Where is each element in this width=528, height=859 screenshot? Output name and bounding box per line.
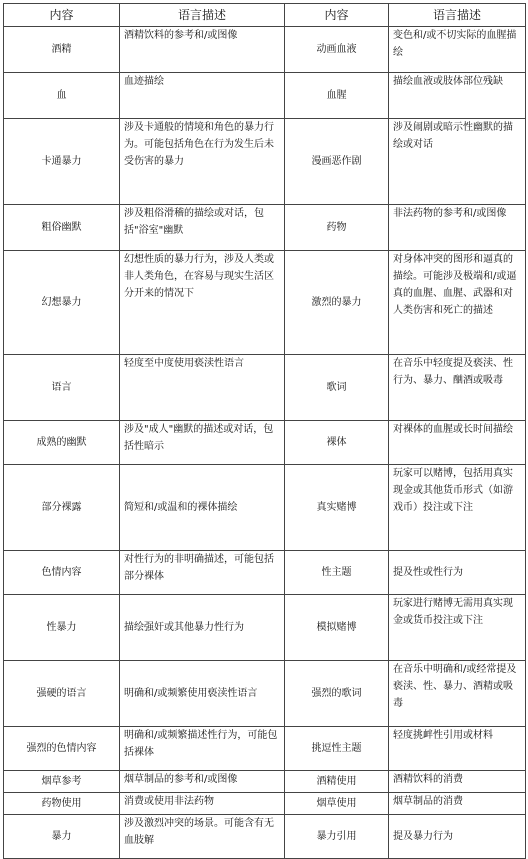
content-term: 强硬的语言 xyxy=(4,661,120,727)
content-description: 酒精饮料的参考和/或图像 xyxy=(120,27,285,73)
content-term: 幻想暴力 xyxy=(4,251,120,355)
content-term: 药物使用 xyxy=(4,793,120,815)
content-term: 烟草参考 xyxy=(4,771,120,793)
table-row xyxy=(4,251,526,355)
content-description: 轻度至中度使用亵渎性语言 xyxy=(120,355,285,421)
content-term: 酒精 xyxy=(4,27,120,73)
content-description: 玩家可以赌博，包括用真实现金或其他货币形式（如游戏币）投注或下注 xyxy=(389,465,526,551)
content-description: 涉及闹剧或暗示性幽默的描绘或对话 xyxy=(389,119,526,205)
table-row xyxy=(4,595,526,661)
table-row xyxy=(4,771,526,793)
table-row xyxy=(4,421,526,465)
content-term: 漫画恶作剧 xyxy=(285,119,389,205)
content-description: 明确和/或频繁使用亵渎性语言 xyxy=(120,661,285,727)
content-term: 暴力 xyxy=(4,815,120,859)
table-row xyxy=(4,551,526,595)
content-description: 对身体冲突的图形和逼真的描绘。可能涉及极端和/或逼真的血腥、血腥、武器和对人类伤害和死亡的描述 xyxy=(389,251,526,355)
content-description: 轻度挑衅性引用或材料 xyxy=(389,727,526,771)
content-term: 性主题 xyxy=(285,551,389,595)
content-term: 歌词 xyxy=(285,355,389,421)
content-description: 提及暴力行为 xyxy=(389,815,526,859)
content-description: 简短和/或温和的裸体描绘 xyxy=(120,465,285,551)
content-term: 强烈的色情内容 xyxy=(4,727,120,771)
header-content-left: 内容 xyxy=(4,4,120,27)
content-term: 模拟赌博 xyxy=(285,595,389,661)
table-row xyxy=(4,355,526,421)
content-description: 变色和/或不切实际的血腥描绘 xyxy=(389,27,526,73)
content-term: 语言 xyxy=(4,355,120,421)
content-description: 涉及激烈冲突的场景。可能含有无血肢解 xyxy=(120,815,285,859)
content-term: 卡通暴力 xyxy=(4,119,120,205)
table-row xyxy=(4,661,526,727)
content-description: 提及性或性行为 xyxy=(389,551,526,595)
table-row xyxy=(4,727,526,771)
content-description: 明确和/或频繁描述性行为，可能包括裸体 xyxy=(120,727,285,771)
content-description: 玩家进行赌博无需用真实现金或货币投注或下注 xyxy=(389,595,526,661)
content-term: 性暴力 xyxy=(4,595,120,661)
content-description: 消费或使用非法药物 xyxy=(120,793,285,815)
content-term: 动画血液 xyxy=(285,27,389,73)
content-description: 在音乐中轻度提及亵渎、性行为、暴力、酗酒或吸毒 xyxy=(389,355,526,421)
content-term: 药物 xyxy=(285,205,389,251)
content-description: 描绘血液或肢体部位残缺 xyxy=(389,73,526,119)
content-rating-table xyxy=(3,3,526,859)
content-description: 酒精饮料的消费 xyxy=(389,771,526,793)
content-description: 在音乐中明确和/或经常提及亵渎、性、暴力、酒精或吸毒 xyxy=(389,661,526,727)
content-description: 涉及"成人"幽默的描述或对话，包括性暗示 xyxy=(120,421,285,465)
content-term: 真实赌博 xyxy=(285,465,389,551)
content-term: 暴力引用 xyxy=(285,815,389,859)
table-row xyxy=(4,793,526,815)
content-description: 非法药物的参考和/或图像 xyxy=(389,205,526,251)
table-row xyxy=(4,815,526,859)
table-row xyxy=(4,465,526,551)
content-term: 强烈的歌词 xyxy=(285,661,389,727)
table-row xyxy=(4,205,526,251)
content-term: 血腥 xyxy=(285,73,389,119)
content-description: 涉及粗俗滑稽的描绘或对话，包括"浴室"幽默 xyxy=(120,205,285,251)
content-description: 描绘强奸或其他暴力性行为 xyxy=(120,595,285,661)
content-description: 烟草制品的消费 xyxy=(389,793,526,815)
content-description: 血迹描绘 xyxy=(120,73,285,119)
content-term: 血 xyxy=(4,73,120,119)
table-row xyxy=(4,27,526,73)
content-term: 成熟的幽默 xyxy=(4,421,120,465)
content-description: 对裸体的血腥或长时间描绘 xyxy=(389,421,526,465)
content-term: 激烈的暴力 xyxy=(285,251,389,355)
content-term: 烟草使用 xyxy=(285,793,389,815)
header-content-right: 内容 xyxy=(285,4,389,27)
content-term: 挑逗性主题 xyxy=(285,727,389,771)
content-description: 涉及卡通般的情境和角色的暴力行为。可能包括角色在行为发生后未受伤害的暴力 xyxy=(120,119,285,205)
content-term: 粗俗幽默 xyxy=(4,205,120,251)
table-row xyxy=(4,119,526,205)
header-description-right: 语言描述 xyxy=(389,4,526,27)
content-description: 对性行为的非明确描述，可能包括部分裸体 xyxy=(120,551,285,595)
content-term: 酒精使用 xyxy=(285,771,389,793)
content-term: 部分裸露 xyxy=(4,465,120,551)
content-term: 裸体 xyxy=(285,421,389,465)
content-term: 色情内容 xyxy=(4,551,120,595)
header-description-left: 语言描述 xyxy=(120,4,285,27)
table-row xyxy=(4,73,526,119)
content-description: 幻想性质的暴力行为，涉及人类或非人类角色，在容易与现实生活区分开来的情况下 xyxy=(120,251,285,355)
content-description: 烟草制品的参考和/或图像 xyxy=(120,771,285,793)
table-header-row xyxy=(4,4,526,27)
